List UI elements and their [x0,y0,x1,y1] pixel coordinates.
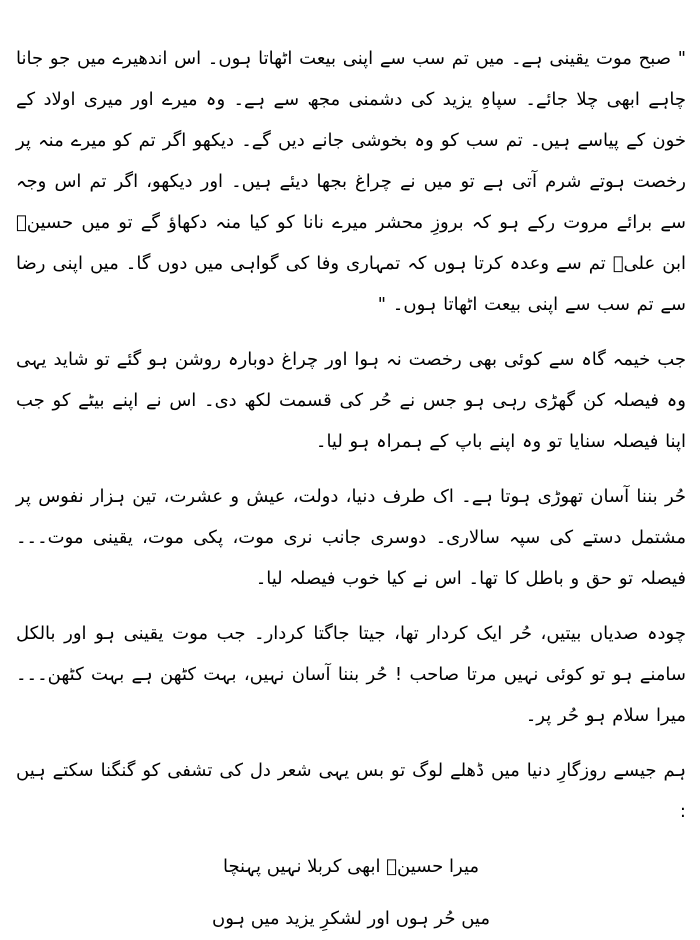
paragraph-fourteen-centuries: چودہ صدیاں بیتیں، حُر ایک کردار تھا، جیتا جاگتا کردار۔ جب موت یقینی ہو اور بالکل سامنے ہو تو کوئی نہیں مرتا صاحب ! حُر بننا آسان نہیں، بہت کٹھن ہے بہت کٹھن۔۔۔ میرا سلام ہو حُر پر۔ [16,623,686,726]
verse-line-1: میرا حسینؑ ابھی کربلا نہیں پہنچا [222,856,480,877]
verse-line-2: میں حُر ہوں اور لشکرِ یزید میں ہوں [212,908,490,929]
paragraph-verse-intro: ہم جیسے روزگارِ دنیا میں ڈھلے لوگ تو بس یہی شعر دل کی تشفی کو گنگنا سکتے ہیں : [16,760,686,822]
paragraph-lamps-relit: جب خیمہ گاہ سے کوئی بھی رخصت نہ ہوا اور چراغ دوبارہ روشن ہو گئے تو شاید یہی وہ فیصلہ کن گھڑی رہی ہو جس نے حُر کی قسمت لکھ دی۔ اس نے اپنے بیٹے کو جب اپنا فیصلہ سنایا تو وہ اپنے باپ کے ہمراہ ہو لیا۔ [16,349,686,452]
paragraph-quote-bayat: " صبح موت یقینی ہے۔ میں تم سب سے اپنی بیعت اٹھاتا ہوں۔ اس اندھیرے میں جو جانا چاہے ابھی چلا جائے۔ سپاہِ یزید کی دشمنی مجھ سے ہے۔ وہ میرے اور میری اولاد کے خون کے پیاسے ہیں۔ تم سب کو وہ بخوشی جانے دیں گے۔ دیکھو اگر تم کو میرے منہ پر رخصت ہوتے شرم آتی ہے تو میں نے چراغ بجھا دیئے ہیں۔ اور دیکھو، اگر تم اس وجہ سے برائے مروت رکے ہو کہ بروزِ محشر میرے نانا کو کیا منہ دکھاؤ گے تو میں حسینؑ ابن علیؑ تم سے وعدہ کرتا ہوں کہ تمہاری وفا کی گواہی میں دوں گا۔ میں اپنی رضا سے تم سب سے اپنی بیعت اٹھاتا ہوں۔ " [16,48,686,315]
paragraph-hur-choice: حُر بننا آسان تھوڑی ہوتا ہے۔ اک طرف دنیا، دولت، عیش و عشرت، تین ہزار نفوس پر مشتمل دستے کی سپہ سالاری۔ دوسری جانب نری موت، پکی موت، یقینی موت۔۔۔ فیصلہ تو حق و باطل کا تھا۔ اس نے کیا خوب فیصلہ لیا۔ [16,486,686,589]
urdu-text-block [16,38,686,940]
